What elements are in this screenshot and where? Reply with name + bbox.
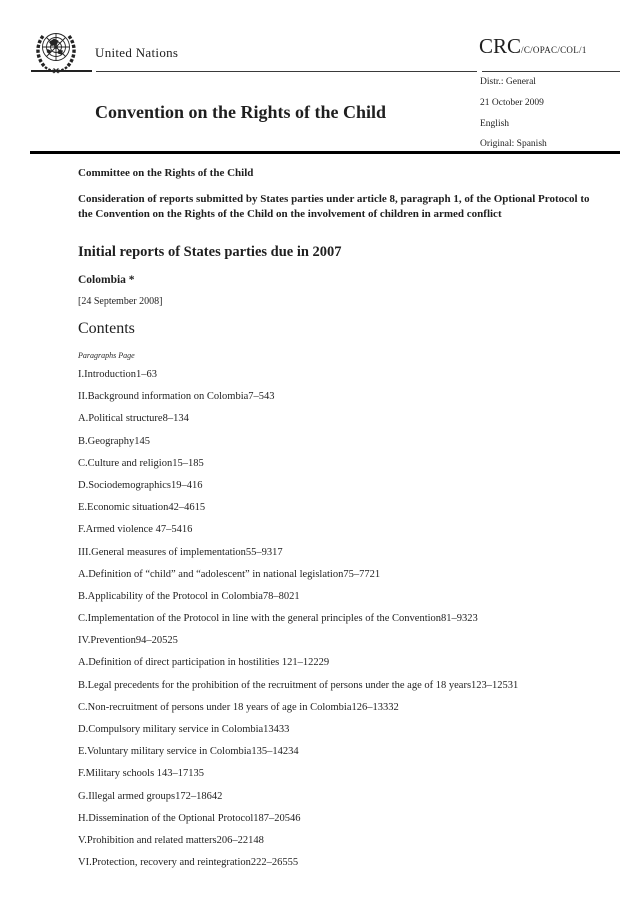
header-rule-right-segment	[482, 71, 620, 72]
date-line: 21 October 2009	[480, 98, 544, 108]
toc-entry: E.Voluntary military service in Colombia135–14234	[78, 746, 299, 758]
toc-entry: C.Non-recruitment of persons under 18 years of age in Colombia126–13332	[78, 701, 399, 713]
header-rule-thick	[30, 151, 620, 154]
document-title: Convention on the Rights of the Child	[95, 102, 387, 122]
committee-heading: Committee on the Rights of the Child	[78, 167, 254, 179]
doc-symbol	[479, 36, 587, 58]
un-emblem-icon	[32, 26, 80, 74]
received-date: [24 September 2008]	[78, 296, 163, 307]
header-rule-left-segment	[31, 70, 92, 72]
contents-heading: Contents	[78, 320, 135, 337]
toc-entry: III.General measures of implementation55–9317	[78, 546, 283, 558]
toc-entry: B.Applicability of the Protocol in Colombia78–8021	[78, 590, 300, 602]
original-language-line: Original: Spanish	[480, 139, 547, 149]
contents-column-header: Paragraphs Page	[78, 351, 135, 360]
toc-entry: VI.Protection, recovery and reintegration222–26555	[78, 857, 299, 869]
toc-entry: B.Geography145	[78, 435, 151, 447]
toc-entry: A.Political structure8–134	[78, 413, 189, 425]
toc-entry: B.Legal precedents for the prohibition of the recruitment of persons under the age of 18 years123–12531	[78, 679, 519, 691]
toc-entry: F.Armed violence 47–5416	[78, 524, 193, 536]
toc-entry: F.Military schools 143–17135	[78, 768, 205, 780]
doc-symbol-large: CRC	[479, 34, 522, 58]
toc-entry: A.Definition of “child” and “adolescent” in national legislation75–7721	[78, 568, 381, 580]
country-heading: Colombia *	[78, 274, 135, 286]
toc-entry: G.Illegal armed groups172–18642	[78, 790, 223, 802]
toc-entry: D.Compulsory military service in Colombia13433	[78, 724, 290, 735]
language-line: English	[480, 119, 510, 129]
distr-line: Distr.: General	[480, 77, 536, 87]
toc-entry: C.Culture and religion15–185	[78, 457, 204, 469]
table-of-contents	[78, 369, 618, 879]
toc-entry: D.Sociodemographics19–416	[78, 479, 203, 491]
org-name: United Nations	[95, 45, 179, 60]
toc-entry: I.Introduction1–63	[78, 369, 158, 380]
toc-entry: IV.Prevention94–20525	[78, 635, 178, 647]
report-title: Initial reports of States parties due in 2007	[78, 244, 342, 260]
toc-entry: E.Economic situation42–4615	[78, 502, 206, 514]
toc-entry: II.Background information on Colombia7–543	[78, 391, 275, 403]
toc-entry: H.Dissemination of the Optional Protocol187–20546	[78, 812, 301, 824]
toc-entry: A.Definition of direct participation in hostilities 121–12229	[78, 657, 330, 669]
doc-symbol-small: /C/OPAC/COL/1	[521, 45, 587, 55]
toc-entry: C.Implementation of the Protocol in line with the general principles of the Convention81–9323	[78, 613, 478, 625]
toc-entry: V.Prohibition and related matters206–22148	[78, 834, 264, 846]
header-rule-middle-segment	[96, 71, 477, 72]
consideration-paragraph: Consideration of reports submitted by States parties under article 8, paragraph 1, of the Optional Protocol to the Convention on the Rights of the Child on the involvement of children in armed conflict	[78, 193, 590, 220]
